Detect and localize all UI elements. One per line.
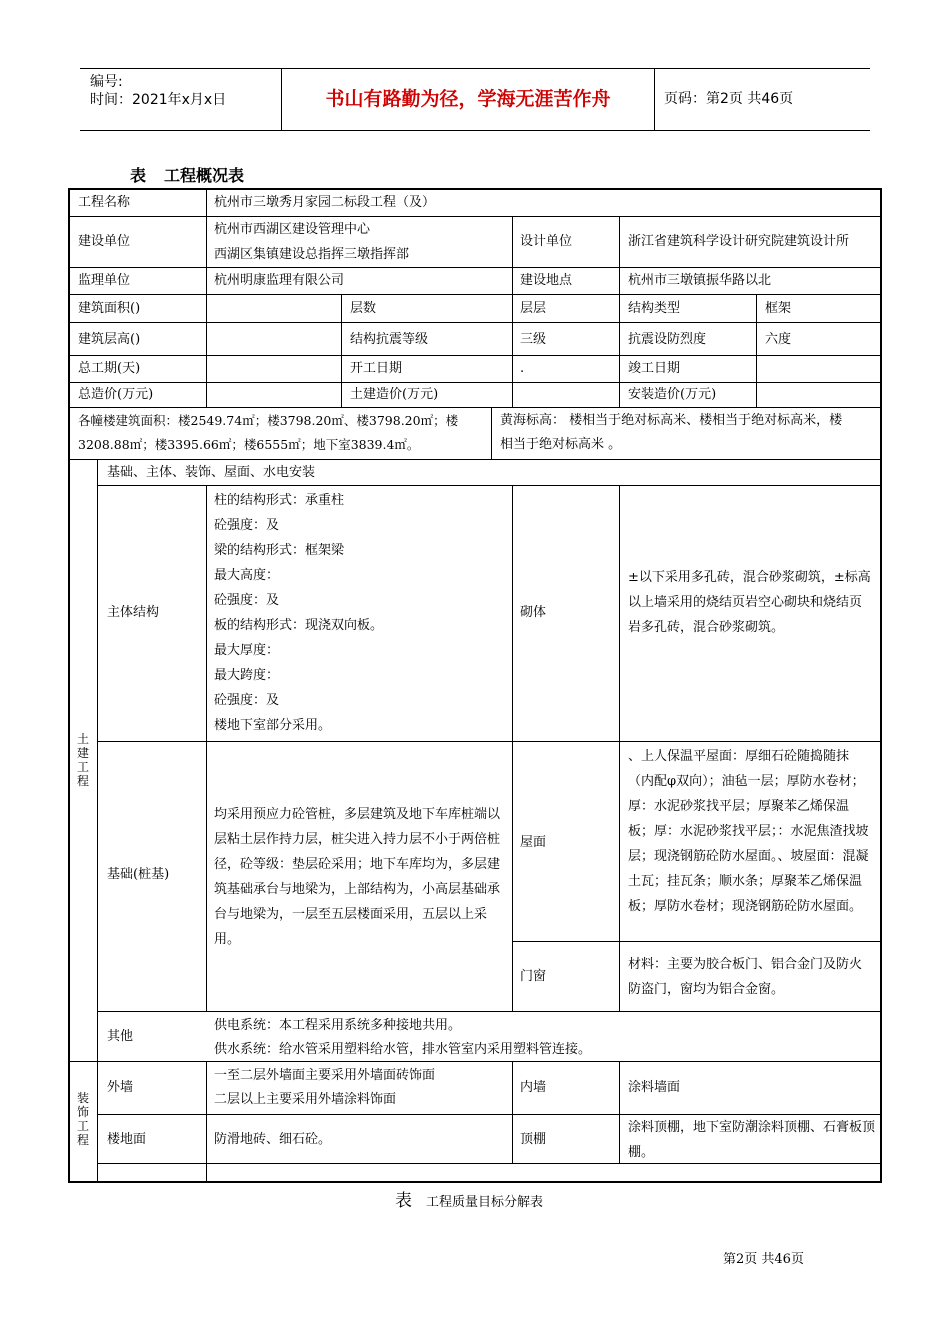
- seismic-level-label: 结构抗震等级: [350, 332, 429, 347]
- civil-cost-label: 土建造价(万元): [350, 387, 439, 402]
- seismic-level: 三级: [520, 332, 547, 347]
- main-line: 最大跨度：: [214, 668, 280, 683]
- ext-wall-line2: 二层以上主要采用外墙涂料饰面: [214, 1092, 397, 1107]
- ext-wall-label: 外墙: [107, 1080, 134, 1095]
- height-label: 建筑层高(): [78, 332, 141, 347]
- areas-line1: 各幢楼建筑面积：楼2549.74㎡；楼3798.20㎡、楼3798.20㎡；楼: [78, 413, 459, 428]
- foundation-label: 基础(桩基): [107, 867, 170, 882]
- designer: 浙江省建筑科学设计研究院建筑设计所: [628, 234, 850, 249]
- header-meta: [80, 69, 282, 130]
- page-footer: 第2页 共46页: [723, 1252, 804, 1267]
- structure-type: 框架: [765, 301, 792, 316]
- ext-wall-line1: 一至二层外墙面主要采用外墙面砖饰面: [214, 1068, 436, 1083]
- main-line: 最大厚度：: [214, 643, 280, 658]
- door-label: 门窗: [520, 969, 547, 984]
- elevation-line1: 黄海标高： 楼相当于绝对标高米、楼相当于绝对标高米，楼: [500, 413, 843, 428]
- roof-text: 、上人保温平屋面：厚细石砼随捣随抹（内配φ双向）；油毡一层；厚防水卷材；厚：水泥砂浆找平层；厚聚苯乙烯保温板；厚：水泥砂浆找平层；：水泥焦渣找坡层；现浇钢筋砼防水屋面。、坡屋面：混凝土瓦；挂瓦条；顺水条；厚聚苯乙烯保温板；厚防水卷材；现浇钢筋砼防水屋面。: [628, 749, 869, 914]
- site-label: 建设地点: [520, 273, 573, 288]
- main-line: 砼强度：及: [214, 518, 280, 533]
- floor-label: 楼地面: [107, 1132, 147, 1147]
- ceiling-text: 涂料顶棚，地下室防潮涂料顶棚、石膏板顶棚。: [628, 1120, 876, 1160]
- supervisor-label: 监理单位: [78, 273, 131, 288]
- builder-line1: 杭州市西湖区建设管理中心: [214, 222, 371, 237]
- int-wall-label: 内墙: [520, 1080, 547, 1095]
- int-wall: 涂料墙面: [628, 1080, 681, 1095]
- main-line: 梁的结构形式：框架梁: [214, 543, 345, 558]
- start-value: .: [520, 361, 525, 376]
- masonry-label: 砌体: [520, 605, 547, 620]
- finish-label: 竣工日期: [628, 361, 681, 376]
- designer-label: 设计单位: [520, 234, 573, 249]
- other-line2: 供水系统：给水管采用塑料给水管，排水管室内采用塑料管连接。: [214, 1042, 592, 1057]
- number-label: 编号:: [90, 74, 123, 90]
- main-line: 板的结构形式：现浇双向板。: [214, 618, 384, 633]
- supervisor: 杭州明康监理有限公司: [214, 273, 345, 288]
- main-line: 砼强度：及: [214, 593, 280, 608]
- areas-line2: 3208.88㎡；楼3395.66㎡；楼6555㎡；地下室3839.4㎡。: [78, 437, 420, 452]
- ceiling-label: 顶棚: [520, 1132, 547, 1147]
- foundation-text: 均采用预应力砼管桩，多层建筑及地下车库桩端以层粘土层作持力层，桩尖进入持力层不小于两倍桩径，砼等级：垫层砼采用；地下车库均为，多层建筑基础承台与地梁为，上部结构为，小高层基础承台与地梁为，一层至五层楼面采用，五层以上采用。: [214, 807, 501, 947]
- header-motto: 书山有路勤为径，学海无涯苦作舟: [282, 69, 655, 130]
- table-title: 表 工程概况表: [130, 166, 245, 185]
- floors-label: 层数: [350, 301, 377, 316]
- civil-side-label: 土建工程: [76, 732, 89, 788]
- area-label: 建筑面积(): [78, 301, 141, 316]
- structure-type-label: 结构类型: [628, 301, 681, 316]
- builder-label: 建设单位: [78, 234, 131, 249]
- roof-label: 屋面: [520, 835, 547, 850]
- door-text: 材料：主要为胶合板门、铝合金门及防火防盗门，窗均为铝合金窗。: [628, 957, 863, 997]
- project-name-label: 工程名称: [78, 195, 131, 210]
- main-structure-label: 主体结构: [107, 605, 160, 620]
- main-line: 柱的结构形式：承重柱: [214, 493, 345, 508]
- time-label: 时间：2021年x月x日: [90, 92, 227, 108]
- install-cost-label: 安装造价(万元): [628, 387, 717, 402]
- header-page-label: 页码：第2页 共46页: [664, 91, 794, 107]
- builder-line2: 西湖区集镇建设总指挥三墩指挥部: [214, 247, 410, 262]
- other-line1: 供电系统：本工程采用系统多种接地共用。: [214, 1018, 462, 1033]
- civil-scope: 基础、主体、装饰、屋面、水电安装: [107, 465, 316, 480]
- elevation-line2: 相当于绝对标高米 。: [500, 437, 622, 452]
- site: 杭州市三墩镇振华路以北: [628, 273, 772, 288]
- seismic-intensity-label: 抗震设防烈度: [628, 332, 707, 347]
- decor-side-label: 装饰工程: [76, 1091, 89, 1147]
- main-line: 砼强度：及: [214, 693, 280, 708]
- masonry-text: ±以下采用多孔砖，混合砂浆砌筑，±标高以上墙采用的烧结页岩空心砌块和烧结页岩多孔砖，混合砂浆砌筑。: [628, 570, 871, 635]
- floors-value: 层层: [520, 301, 547, 316]
- main-line: 最大高度：: [214, 568, 280, 583]
- duration-label: 总工期(天): [78, 361, 141, 376]
- start-label: 开工日期: [350, 361, 403, 376]
- page-header: [80, 68, 870, 131]
- total-cost-label: 总造价(万元): [78, 387, 154, 402]
- next-table-caption: 表 工程质量目标分解表: [395, 1191, 544, 1211]
- floor-finish: 防滑地砖、细石砼。: [214, 1132, 332, 1147]
- seismic-intensity: 六度: [765, 332, 792, 347]
- project-name: 杭州市三墩秀月家园二标段工程（及）: [214, 195, 436, 210]
- main-line: 楼地下室部分采用。: [214, 718, 332, 733]
- other-label: 其他: [107, 1029, 134, 1044]
